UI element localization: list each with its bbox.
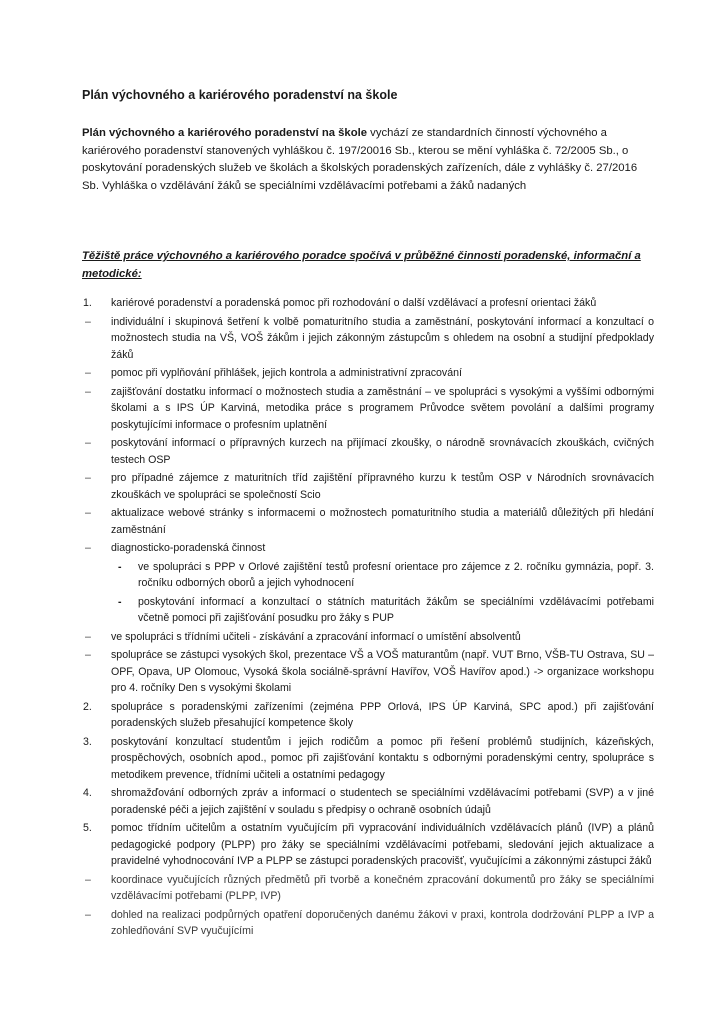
- list-item-text: spolupráce se zástupci vysokých škol, prezentace VŠ a VOŠ maturantům (např. VUT Brno, VŠB-TU Ostrava, SU – OPF, Opava, UP Olomouc, Vysoká škola sociálně-správní Havířov, VOŠ Havířov apod.) -> organizace workshopu pro 4. ročníky Den s vysokými školami: [111, 649, 654, 694]
- list-marker: 4.: [83, 787, 92, 799]
- intro-text: vychází ze standardních činností výchovného a kariérového poradenství stanovených vyhláškou č. 197/20016 Sb., kterou se mění vyhláška č. 72/2005 Sb., o poskytování poradenských služeb ve školách a školských poradenských zařízeních, dále z vyhlášky č. 27/2016 Sb. Vyhláška o vzdělávání žáků se speciálními vzdělávacími potřebami a žáků nadaných: [82, 127, 638, 192]
- list-marker: –: [85, 437, 91, 449]
- list-item: [82, 872, 654, 905]
- list-marker: -: [118, 595, 122, 608]
- list-item: [82, 820, 654, 870]
- list-item-text: dohled na realizaci podpůrných opatření doporučených danému žákovi v praxi, kontrola dodržování PLPP a IVP a zohledňování SVP vyučujícími: [111, 908, 654, 937]
- list-item-text: koordinace vyučujících různých předmětů při tvorbě a konečném zpracování dokumentů pro žáky se speciálními vzdělávacími potřebami (PLPP, IVP): [111, 873, 654, 902]
- intro-paragraph: [82, 125, 652, 195]
- list-item-text: ve spolupráci s PPP v Orlové zajištění testů profesní orientace pro zájemce z 2. ročníku gymnázia, popř. 3. ročníku odborných oborů a jejich vyhodnocení: [138, 560, 654, 589]
- list-marker: –: [85, 873, 91, 886]
- list-item: [82, 505, 654, 538]
- list-item: [82, 295, 654, 312]
- list-marker: –: [85, 542, 91, 554]
- intro-bold-lead: Plán výchovného a kariérového poradenství na škole: [82, 127, 368, 139]
- list-item-text: poskytování informací a konzultací o státních maturitách žákům se speciálními vzdělávacími potřebami včetně pomoci při zajišťování posudku pro žáky s PUP: [138, 595, 654, 624]
- list-item: [82, 435, 654, 468]
- list-item-text: ve spolupráci s třídními učiteli - získávání a zpracování informací o umístění absolventů: [111, 630, 521, 643]
- focus-heading: Těžiště práce výchovného a kariérového poradce spočívá v průběžné činnosti poradenské, informační a metodické:: [82, 250, 641, 280]
- activity-list: [82, 295, 654, 942]
- list-item: [82, 785, 654, 818]
- list-marker: -: [118, 560, 122, 573]
- sub-list-item: [82, 594, 654, 627]
- list-item-text: pomoc třídním učitelům a ostatním vyučujícím při vypracování individuálních vzdělávacích plánů (IVP) a plánů pedagogické podpory (PLPP) pro žáky se speciálními vzdělávacími potřebami, sledování jejich aktualizace a pravidelné vyhodnocování IVP a PLPP se zástupci poradenských pracovišť, vyučujícími a zákonnými zástupci žáků: [111, 822, 654, 867]
- list-marker: –: [85, 507, 91, 519]
- list-item-text: kariérové poradenství a poradenská pomoc při rozhodování o další vzdělávací a profesní orientaci žáků: [111, 297, 597, 309]
- list-item-text: diagnosticko-poradenská činnost: [111, 542, 266, 554]
- list-item-text: poskytování informací o přípravných kurzech na přijímací zkoušky, o národně srovnávacích zkouškách, cvičných testech OSP: [111, 437, 654, 466]
- list-marker: 5.: [83, 822, 92, 834]
- sub-list-item: [82, 559, 654, 592]
- list-marker: –: [85, 630, 91, 643]
- list-item: [82, 699, 654, 732]
- list-item-text: shromažďování odborných zpráv a informací o studentech se speciálními vzdělávacími potřebami (SVP) a v jiné poradenské péči a jejich zajištění v souladu s předpisy o ochraně osobních údajů: [111, 787, 654, 816]
- list-item-text: aktualizace webové stránky s informacemi o možnostech pomaturitního studia a materiálů důležitých při hledání zaměstnání: [111, 507, 654, 536]
- list-item-text: individuální i skupinová šetření k volbě pomaturitního studia a zaměstnání, poskytování informací a konzultací o možnostech studia na VŠ, VOŠ žákům i jejich zákonným zástupcům s ohledem na osobní a studijní předpoklady žáků: [111, 315, 654, 361]
- list-marker: –: [85, 385, 91, 398]
- list-item: [82, 314, 654, 364]
- list-marker: 3.: [83, 735, 92, 748]
- list-item: [82, 647, 654, 697]
- list-item: [82, 365, 654, 382]
- list-marker: 2.: [83, 700, 92, 713]
- list-marker: –: [85, 367, 91, 379]
- list-marker: –: [85, 649, 91, 661]
- list-item-text: zajišťování dostatku informací o možnostech studia a zaměstnání – ve spolupráci s vysokými a vyššími odbornými školami a s IPS ÚP Karviná, metodika práce s programem Průvodce světem povolání a dalšími programy poskytujícími informace o profesním uplatnění: [111, 385, 654, 431]
- list-item-text: pomoc při vyplňování přihlášek, jejich kontrola a administrativní zpracování: [111, 367, 462, 379]
- list-item-text: spolupráce s poradenskými zařízeními (zejména PPP Orlová, IPS ÚP Karviná, SPC apod.) při zajišťování poradenských služeb přesahující kompetence školy: [111, 700, 654, 729]
- list-item: [82, 540, 654, 557]
- list-marker: 1.: [83, 297, 92, 309]
- list-item: [82, 734, 654, 784]
- list-item: [82, 629, 654, 646]
- list-item: [82, 907, 654, 940]
- document-title: Plán výchovného a kariérového poradenství na škole: [82, 88, 398, 102]
- list-item: [82, 470, 654, 503]
- list-marker: –: [85, 315, 91, 328]
- list-marker: –: [85, 908, 91, 921]
- list-marker: –: [85, 472, 91, 484]
- list-item-text: pro případné zájemce z maturitních tříd zajištění přípravného kurzu k testům OSP v Národních srovnávacích zkouškách ve spolupráci se společností Scio: [111, 472, 654, 501]
- list-item: [82, 384, 654, 434]
- list-item-text: poskytování konzultací studentům i jejich rodičům a pomoc při řešení problémů studijních, kázeňských, prospěchových, osobních apod., pomoc při zajišťování kontaktu s odbornými poradenskými centry, spolupráce s metodikem prevence, třídními učiteli a ostatními pedagogy: [111, 735, 654, 781]
